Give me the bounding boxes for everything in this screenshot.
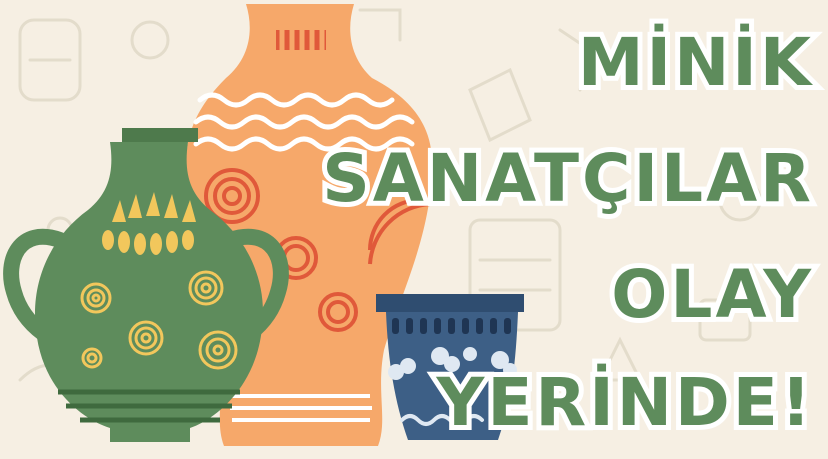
title-line-2: SANATÇILAR [322, 140, 814, 217]
title-line-3: OLAY [611, 256, 814, 333]
title-line-1: MİNİK [577, 24, 814, 101]
title-line-4: YERİNDE! [436, 364, 814, 441]
